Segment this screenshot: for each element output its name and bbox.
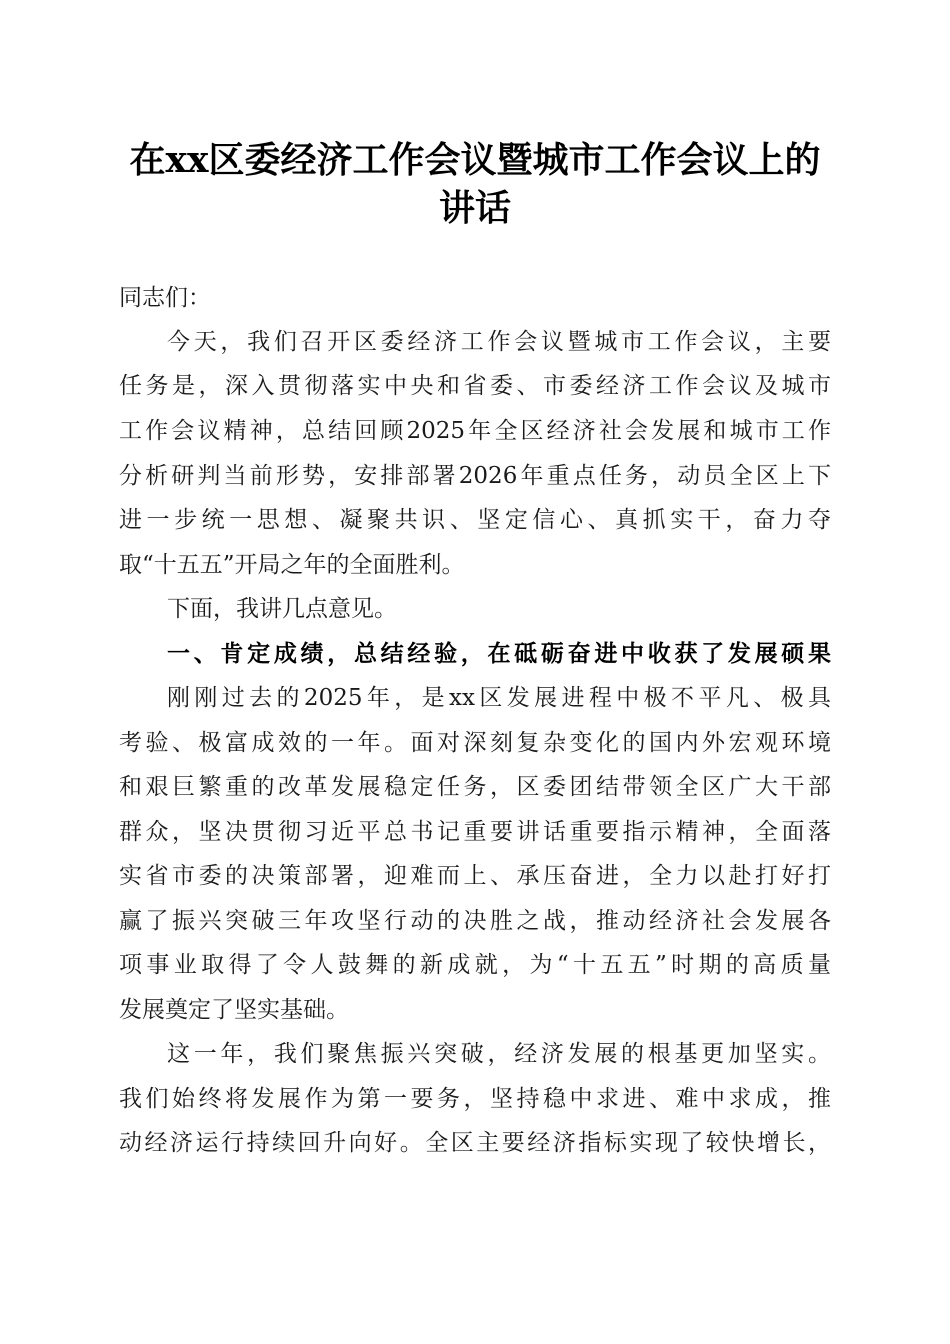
paragraph-line: 分析研判当前形势，安排部署2026年重点任务，动员全区上下 <box>119 463 831 489</box>
paragraph-line: 考验、极富成效的一年。面对深刻复杂变化的国内外宏观环境 <box>119 730 831 756</box>
paragraph-line: 今天，我们召开区委经济工作会议暨城市工作会议，主要 <box>167 329 831 355</box>
paragraph-line: 实省市委的决策部署，迎难而上、承压奋进，全力以赴打好打 <box>119 863 831 889</box>
paragraph-line: 和艰巨繁重的改革发展稳定任务，区委团结带领全区广大干部 <box>119 774 831 800</box>
paragraph-line: 工作会议精神，总结回顾2025年全区经济社会发展和城市工作 <box>119 418 831 444</box>
paragraph-line: 刚刚过去的2025年，是xx区发展进程中极不平凡、极具 <box>167 685 831 711</box>
paragraph-line: 动经济运行持续回升向好。全区主要经济指标实现了较快增长， <box>119 1130 831 1156</box>
paragraph-line: 项事业取得了令人鼓舞的新成就，为“十五五”时期的高质量 <box>119 952 831 978</box>
paragraph-line: 任务是，深入贯彻落实中央和省委、市委经济工作会议及城市 <box>119 373 831 399</box>
paragraph-line: 发展奠定了坚实基础。 <box>119 997 349 1023</box>
paragraph-line: 取“十五五”开局之年的全面胜利。 <box>119 552 465 578</box>
paragraph-line: 我们始终将发展作为第一要务，坚持稳中求进、难中求成，推 <box>119 1086 831 1112</box>
paragraph-line: 进一步统一思想、凝聚共识、坚定信心、真抓实干，奋力夺 <box>119 507 831 533</box>
document-title-line-1: 在xx区委经济工作会议暨城市工作会议上的 <box>129 139 821 181</box>
section-heading: 一、肯定成绩，总结经验，在砥砺奋进中收获了发展硕果 <box>167 641 831 667</box>
paragraph-line: 赢了振兴突破三年攻坚行动的决胜之战，推动经济社会发展各 <box>119 908 831 934</box>
salutation: 同志们： <box>119 285 211 311</box>
paragraph-line: 群众，坚决贯彻习近平总书记重要讲话重要指示精神，全面落 <box>119 819 831 845</box>
document-title-line-2: 讲话 <box>438 187 511 229</box>
paragraph-line: 下面，我讲几点意见。 <box>167 596 397 622</box>
paragraph-line: 这一年，我们聚焦振兴突破，经济发展的根基更加坚实。 <box>167 1041 831 1067</box>
